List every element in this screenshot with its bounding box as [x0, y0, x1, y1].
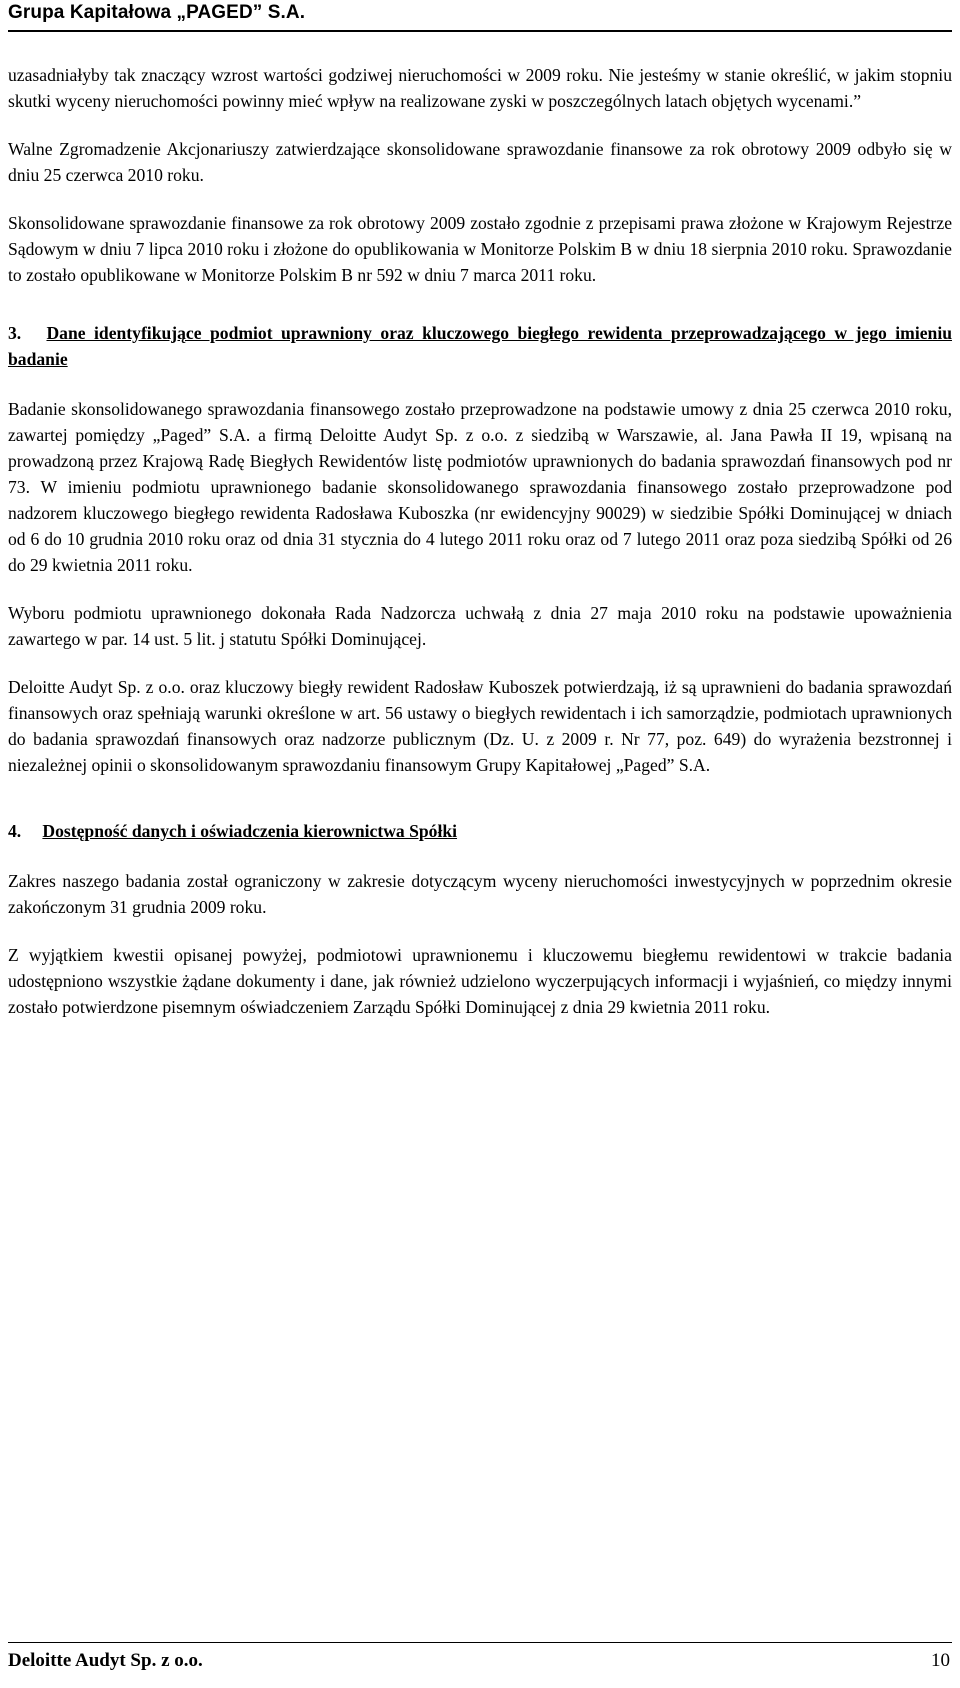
paragraph-general-meeting: Walne Zgromadzenie Akcjonariuszy zatwierdzające skonsolidowane sprawozdanie finansowe za rok obrotowy 2009 odbyło się w dniu 25 czerwca 2010 roku.: [8, 139, 952, 185]
section-4-heading: [8, 818, 952, 844]
paragraph-auditor-selection: Wyboru podmiotu uprawnionego dokonała Rada Nadzorcza uchwałą z dnia 27 maja 2010 roku na podstawie upoważnienia zawartego w par. 14 ust. 5 lit. j statutu Spółki Dominującej.: [8, 603, 952, 649]
footer-page-number: 10: [931, 1650, 950, 1671]
paragraph-management-representation: Z wyjątkiem kwestii opisanej powyżej, podmiotowi uprawnionemu i kluczowemu biegłemu rewidentowi w trakcie badania udostępniono wszystkie żądane dokumenty i dane, jak również udzielono wyczerpujących informacji i wyjaśnień, co między innymi zostało potwierdzone pisemnym oświadczeniem Zarządu Spółki Dominującej z dnia 29 kwietnia 2011 roku.: [8, 945, 952, 1017]
page-header-title: Grupa Kapitałowa „PAGED” S.A.: [8, 2, 306, 23]
section-4-number: 4.: [8, 821, 22, 841]
paragraph-audit-contract: Badanie skonsolidowanego sprawozdania finansowego zostało przeprowadzone na podstawie umowy z dnia 25 czerwca 2010 roku, zawartej pomiędzy „Paged” S.A. a firmą Deloitte Audyt Sp. z o.o. z siedzibą w Warszawie, al. Jana Pawła II 19, wpisaną na prowadzoną przez Krajową Radę Biegłych Rewidentów listę podmiotów uprawnionych do badania sprawozdań finansowych pod nr 73. W imieniu podmiotu uprawnionego badanie skonsolidowanego sprawozdania finansowego zostało przeprowadzone pod nadzorem kluczowego biegłego rewidenta Radosława Kuboszka (nr ewidencyjny 90029) w siedzibie Spółki Dominującej w dniach od 6 do 10 grudnia 2010 roku oraz od dnia 31 stycznia do 4 lutego 2011 roku oraz od 7 lutego 2011 oraz poza siedzibą Spółki od 26 do 29 kwietnia 2011 roku.: [8, 399, 952, 575]
section-4-title: Dostępność danych i oświadczenia kierownictwa Spółki: [42, 821, 458, 841]
document-body: [8, 62, 952, 1042]
header-divider: [8, 30, 952, 32]
footer-divider: [8, 1642, 952, 1643]
paragraph-qualification-end: uzasadniałyby tak znaczący wzrost wartości godziwej nieruchomości w 2009 roku. Nie jesteśmy w stanie określić, w jakim stopniu skutki wyceny nieruchomości powinny mieć wpływ na realizowane zyski w poszczególnych latach objętych wycenami.”: [8, 65, 952, 111]
section-3-title: Dane identyfikujące podmiot uprawniony oraz kluczowego biegłego rewidenta przeprowadzającego w jego imieniu badanie: [8, 323, 952, 369]
paragraph-filing: Skonsolidowane sprawozdanie finansowe za rok obrotowy 2009 zostało zgodnie z przepisami prawa złożone w Krajowym Rejestrze Sądowym w dniu 7 lipca 2010 roku i złożone do opublikowania w Monitorze Polskim B w dniu 18 sierpnia 2010 roku. Sprawozdanie to zostało opublikowane w Monitorze Polskim B nr 592 w dniu 7 marca 2011 roku.: [8, 213, 952, 285]
section-3-number: 3.: [8, 323, 22, 343]
paragraph-independence: Deloitte Audyt Sp. z o.o. oraz kluczowy biegły rewident Radosław Kuboszek potwierdzają, iż są uprawnieni do badania sprawozdań finansowych oraz spełniają warunki określone w art. 56 ustawy o biegłych rewidentach i ich samorządzie, podmiotach uprawnionych do badania sprawozdań finansowych oraz nadzorze publicznym (Dz. U. z 2009 r. Nr 77, poz. 649) do wyrażenia bezstronnej i niezależnej opinii o skonsolidowanym sprawozdaniu finansowym Grupy Kapitałowej „Paged” S.A.: [8, 677, 952, 775]
footer-company-name: Deloitte Audyt Sp. z o.o.: [8, 1650, 203, 1671]
paragraph-scope-limitation: Zakres naszego badania został ograniczony w zakresie dotyczącym wyceny nieruchomości inwestycyjnych w poprzednim okresie zakończonym 31 grudnia 2009 roku.: [8, 871, 952, 917]
section-3-heading: [8, 320, 952, 372]
